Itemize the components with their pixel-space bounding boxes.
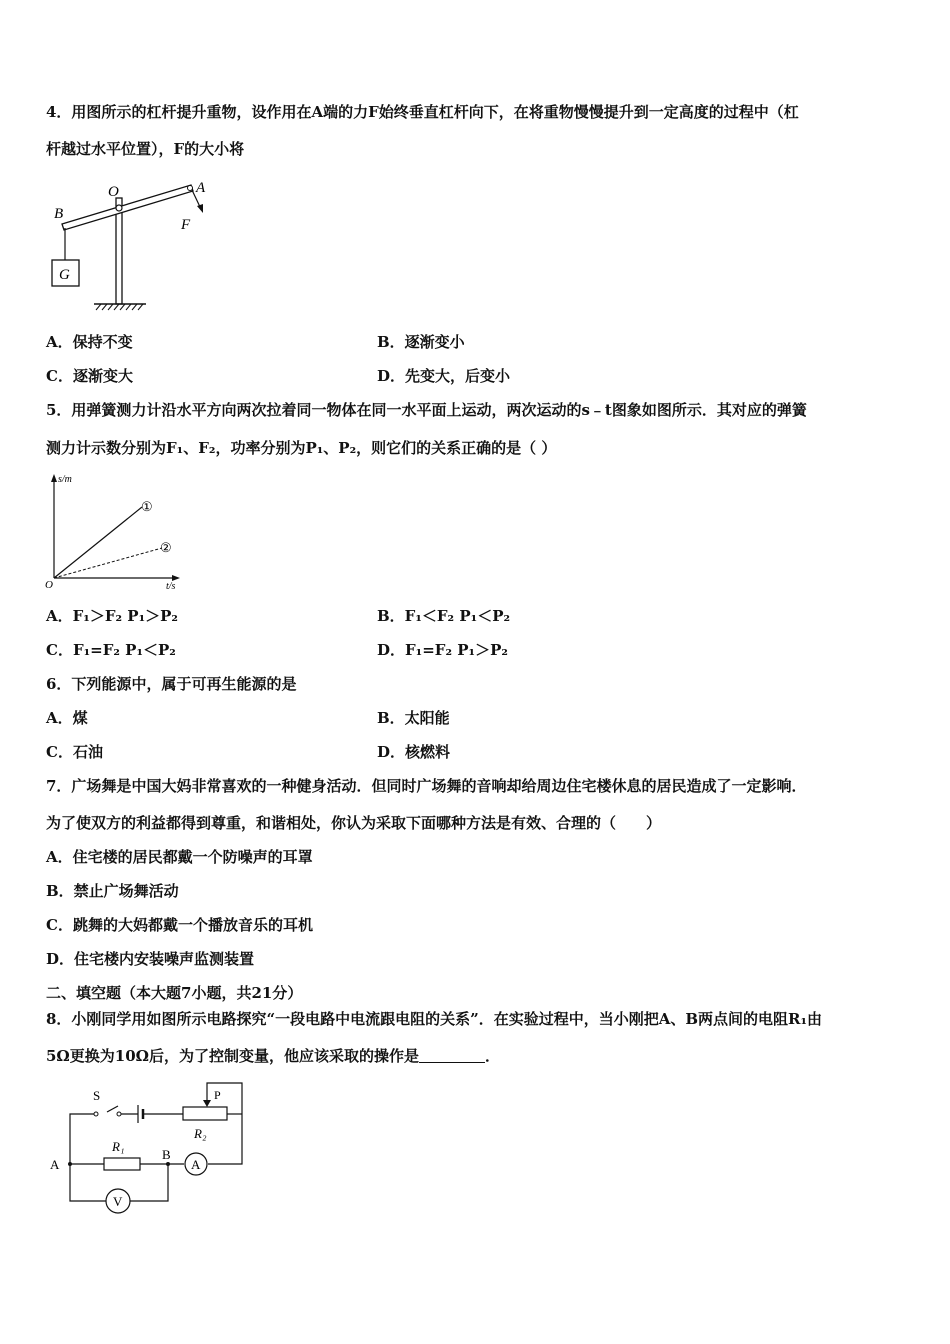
st-graph [44,470,184,592]
label-r1: R₁ [112,1139,125,1154]
lever-figure [46,176,216,316]
label-node-b: B [162,1147,171,1162]
label-r2: R₂ [194,1126,207,1141]
circuit-figure [46,1080,252,1216]
q6-option-d[interactable]: D．核燃料 [377,743,451,761]
q8-stem-line2 [46,1046,500,1066]
q6-option-b[interactable]: B．太阳能 [377,709,450,727]
q7-stem-line1: 7．广场舞是中国大妈非常喜欢的一种健身活动．但同时广场舞的音响却给周边住宅楼休息的居民造成了一定影响． [46,777,807,795]
slider-arrow [203,1100,211,1107]
section-heading: 二、填空题（本大题7小题，共21分） [46,984,303,1002]
q4-option-a[interactable]: A．保持不变 [46,333,133,351]
q4-option-b[interactable]: B．逐渐变小 [377,333,465,351]
voltmeter-symbol: V [113,1194,123,1209]
q4-stem-line2: 杆越过水平位置），F的大小将 [46,140,245,158]
q8-stem-end: ． [485,1047,501,1065]
y-axis-arrow [51,474,57,482]
q7-option-d[interactable]: D．住宅楼内安装噪声监测装置 [46,950,255,968]
q6-stem: 6．下列能源中，属于可再生能源的是 [46,675,297,693]
q4-option-d[interactable]: D．先变大，后变小 [377,367,511,385]
graph-line-1 [54,507,142,578]
q5-option-d[interactable]: D．F₁=F₂ P₁＞P₂ [377,641,508,659]
q4-stem-line1: 4．用图所示的杠杆提升重物，设作用在A端的力F始终垂直杠杆向下，在将重物慢慢提升到一定高度的过程中（杠 [46,103,799,121]
q5-option-b[interactable]: B．F₁＜F₂ P₁＜P₂ [377,607,511,625]
node-a-dot [68,1162,72,1166]
label-f: F [181,217,191,233]
q4-option-c[interactable]: C．逐渐变大 [46,367,133,385]
label-node-a: A [50,1157,60,1172]
label-o: O [108,184,119,200]
q8-stem-text: 5Ω更换为10Ω后，为了控制变量，他应该采取的操作是 [46,1047,420,1065]
force-arrowhead [197,204,203,213]
ammeter-symbol: A [191,1157,201,1172]
x-axis-label: t/s [166,581,176,592]
origin-label: O [45,579,53,591]
switch-contact-right [117,1112,121,1116]
q8-stem-line1: 8．小刚同学用如图所示电路探究“一段电路中电流跟电阻的关系”．在实验过程中，当小刚把A、B两点间的电阻R₁由 [46,1010,823,1028]
resistor-r1 [104,1158,140,1170]
switch-contact-left [94,1112,98,1116]
line-2-label: ② [160,540,172,555]
q7-option-b[interactable]: B．禁止广场舞活动 [46,882,179,900]
label-g: G [59,267,70,283]
label-slider: P [214,1088,221,1102]
label-a: A [196,180,206,196]
q7-option-a[interactable]: A．住宅楼的居民都戴一个防噪声的耳罩 [46,848,313,866]
q7-option-c[interactable]: C．跳舞的大妈都戴一个播放音乐的耳机 [46,916,313,934]
label-b: B [54,206,64,222]
q5-stem-line1: 5．用弹簧测力计沿水平方向两次拉着同一物体在同一水平面上运动，两次运动的s﹣t图象如图所示．其对应的弹簧 [46,401,807,419]
node-b-dot [166,1162,170,1166]
q5-stem-line2: 测力计示数分别为F₁、F₂，功率分别为P₁、P₂，则它们的关系正确的是（ ） [46,439,557,457]
graph-line-2 [54,548,162,578]
q5-option-c[interactable]: C．F₁=F₂ P₁＜P₂ [46,641,176,659]
answer-blank[interactable] [419,1048,485,1063]
ground-hatch [96,304,143,310]
y-axis-label: s/m [58,474,72,485]
pivot-point [116,205,122,211]
q6-option-a[interactable]: A．煤 [46,709,88,727]
label-switch: S [93,1088,101,1103]
q6-option-c[interactable]: C．石油 [46,743,103,761]
end-a-point [188,186,193,191]
q7-stem-line2: 为了使双方的利益都得到尊重，和谐相处，你认为采取下面哪种方法是有效、合理的（ ） [46,814,662,832]
lever-bar [62,185,193,230]
rheostat-r2 [183,1107,227,1120]
line-1-label: ① [141,499,153,514]
q5-option-a[interactable]: A．F₁＞F₂ P₁＞P₂ [46,607,178,625]
